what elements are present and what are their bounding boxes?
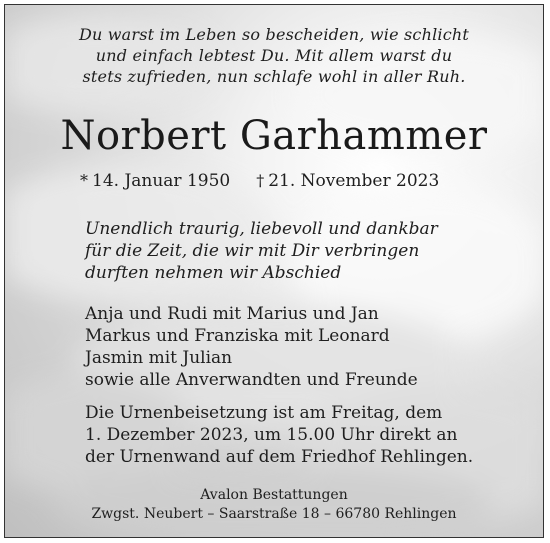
death-cross-symbol: † xyxy=(256,171,265,190)
farewell-line: für die Zeit, die wir mit Dir verbringen xyxy=(85,241,420,261)
burial-line: Die Urnenbeisetzung ist am Freitag, dem xyxy=(85,403,443,423)
verse-line: Du warst im Leben so bescheiden, wie schlicht xyxy=(78,25,470,44)
birth-date: 14. Januar 1950 xyxy=(92,171,231,191)
mourner-line: sowie alle Anverwandten und Freunde xyxy=(85,370,418,390)
verse-line: und einfach lebtest Du. Mit allem warst du xyxy=(95,46,453,65)
burial-line: der Urnenwand auf dem Friedhof Rehlingen. xyxy=(85,447,474,467)
birth-symbol: * xyxy=(80,171,88,190)
memorial-verse xyxy=(5,24,543,87)
mourner-line: Markus und Franziska mit Leonard xyxy=(85,326,390,346)
obituary-content xyxy=(5,5,543,537)
farewell-line: durften nehmen wir Abschied xyxy=(85,263,342,283)
funeral-home xyxy=(5,486,543,524)
burial-line: 1. Dezember 2023, um 15.00 Uhr direkt an xyxy=(85,425,458,445)
mourners-list xyxy=(85,303,418,391)
death-date: 21. November 2023 xyxy=(268,171,440,191)
farewell-line: Unendlich traurig, liebevoll und dankbar xyxy=(85,219,438,239)
life-dates xyxy=(80,169,439,193)
deceased-name: Norbert Garhammer xyxy=(60,113,488,159)
funeral-home-address: Zwgst. Neubert – Saarstraße 18 – 66780 Rehlingen xyxy=(91,506,457,522)
farewell-text xyxy=(85,218,438,284)
funeral-home-name: Avalon Bestattungen xyxy=(200,487,348,503)
obituary-card xyxy=(4,4,544,538)
verse-line: stets zufrieden, nun schlafe wohl in aller Ruh. xyxy=(82,67,466,86)
mourner-line: Anja und Rudi mit Marius und Jan xyxy=(85,304,379,324)
burial-notice xyxy=(85,402,473,468)
mourner-line: Jasmin mit Julian xyxy=(85,348,233,368)
